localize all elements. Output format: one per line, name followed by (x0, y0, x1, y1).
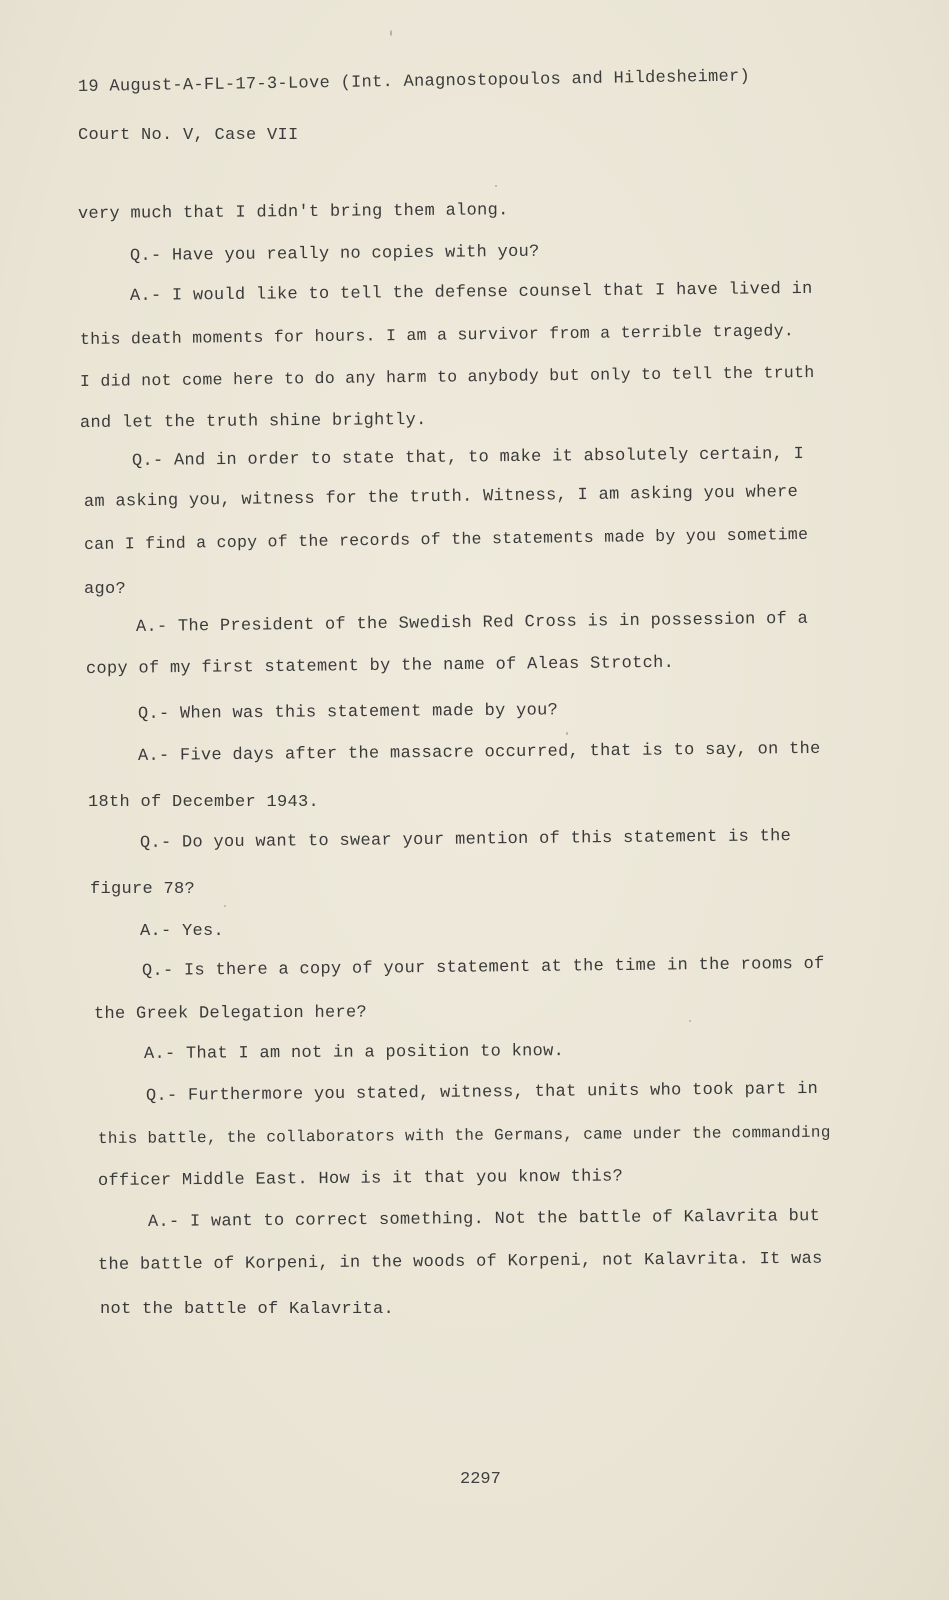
transcript-line: very much that I didn't bring them along. (77, 201, 509, 224)
transcript-line: A.- I would like to tell the defense counsel that I have lived in (129, 279, 813, 306)
transcript-line: copy of my first statement by the name of Aleas Strotch. (85, 653, 675, 679)
transcript-line: A.- Five days after the massacre occurred, that is to say, on the (137, 739, 821, 766)
transcript-line: 18th of December 1943. (88, 793, 320, 812)
transcript-line: not the battle of Kalavrita. (100, 1300, 395, 1319)
paper-speck (566, 732, 568, 735)
transcript-line: this death moments for hours. I am a survivor from a terrible tragedy. (79, 321, 795, 349)
transcript-line: Q.- Have you really no copies with you? (129, 242, 540, 266)
transcript-line: Q.- When was this statement made by you? (137, 701, 559, 724)
transcript-line: I did not come here to do any harm to anybody but only to tell the truth (79, 363, 815, 391)
transcript-line: Q.- Furthermore you stated, witness, that units who took part in (145, 1079, 819, 1106)
transcript-line: Q.- Is there a copy of your statement at the time in the rooms of (141, 954, 825, 981)
transcript-line: Q.- And in order to state that, to make it absolutely certain, I (131, 444, 805, 471)
paper-speck (689, 1020, 691, 1022)
transcript-line: and let the truth shine brightly. (79, 410, 427, 433)
paper-speck (224, 905, 226, 907)
transcript-line: the battle of Korpeni, in the woods of Korpeni, not Kalavrita. It was (97, 1249, 823, 1275)
transcript-line: A.- The President of the Swedish Red Cross is in possession of a (135, 609, 809, 637)
transcript-line: A.- Yes. (140, 922, 225, 941)
header-court-case: Court No. V, Case VII (78, 126, 299, 145)
transcript-line: the Greek Delegation here? (93, 1003, 368, 1024)
transcript-line: this battle, the collaborators with the Germans, came under the commanding (97, 1123, 831, 1148)
transcript-line: can I find a copy of the records of the statements made by you sometime (83, 524, 809, 554)
transcript-line: officer Middle East. How is it that you know this? (97, 1167, 624, 1191)
transcript-line: ago? (84, 580, 127, 599)
header-case-reference: 19 August-A-FL-17-3-Love (Int. Anagnostopoulos and Hildesheimer) (77, 67, 751, 97)
paper-speck (495, 185, 497, 187)
transcript-line: A.- That I am not in a position to know. (143, 1042, 565, 1064)
transcript-line: am asking you, witness for the truth. Witness, I am asking you where (83, 483, 799, 512)
paper-speck (390, 30, 392, 36)
page-number: 2297 (460, 1470, 501, 1489)
transcript-line: Q.- Do you want to swear your mention of this statement is the (139, 827, 792, 853)
transcript-line: figure 78? (90, 880, 196, 899)
transcript-line: A.- I want to correct something. Not the battle of Kalavrita but (147, 1207, 821, 1232)
